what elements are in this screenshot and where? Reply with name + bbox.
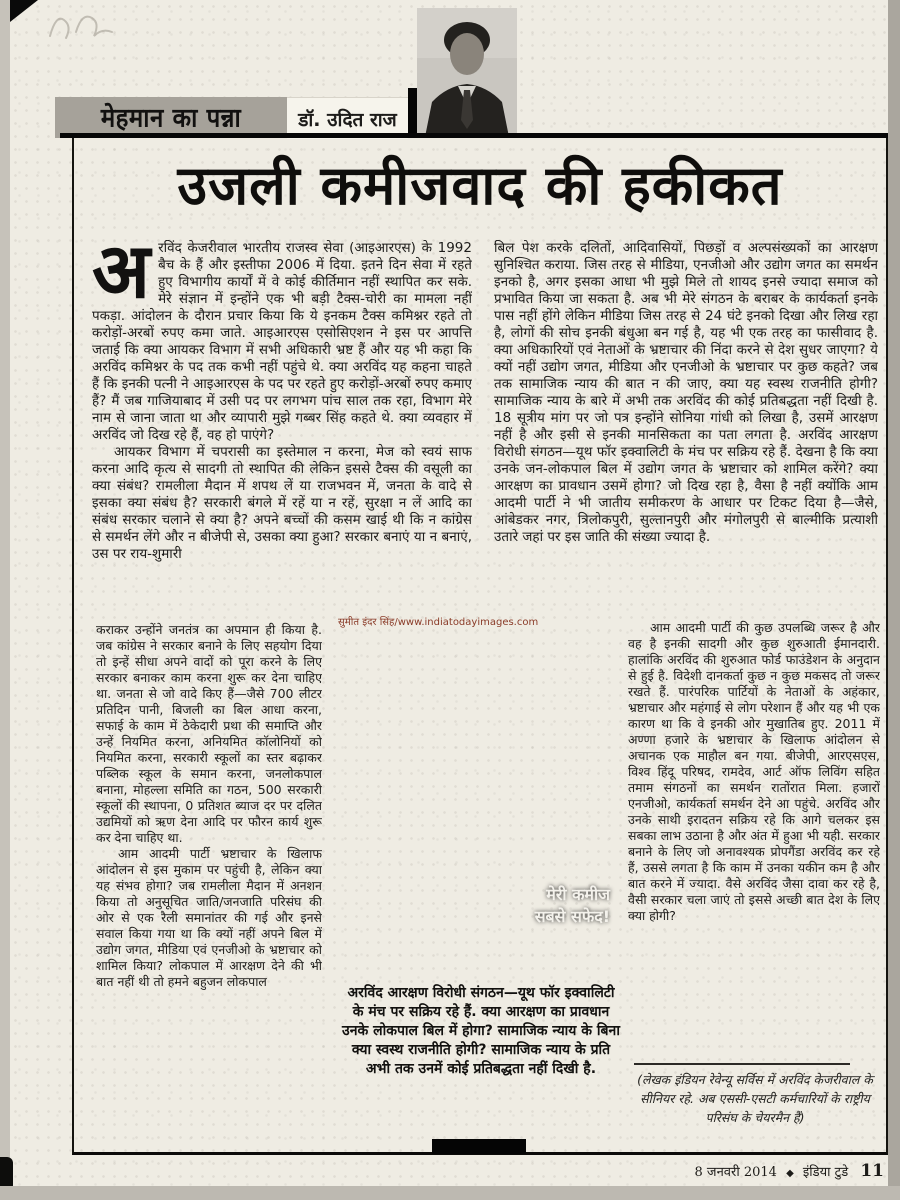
page-footer	[695, 1161, 884, 1181]
article-paragraph: आम आदमी पार्टी की कुछ उपलब्धि जरूर है और वह है इनकी सादगी और कुछ शुरुआती ईमानदारी. हालांकि अरविंद की शुरुआत फोर्ड फाउंडेशन के अनुदान से हुई है. विदेशी दानकर्ता कुछ न कुछ मकसद तो जरूर रखते हैं. पारंपरिक पार्टियों के नेताओं के अहंकार, भ्रष्टाचार और महंगाई से लोग परेशान हैं और यह भी एक कारण था कि वे इनकी ओर मुखातिब हुए. 2011 में अण्णा हजारे के भ्रष्टाचार के खिलाफ आंदोलन से अचानक एक माहौल बन गया. बीजेपी, आरएसएस, विश्व हिंदू परिषद, रामदेव, आर्ट ऑफ लिविंग सहित तमाम संगठनों का समर्थन रातोंरात मिला. हजारों एनजीओ, कार्यकर्ता समर्थन देने आ पहुंचे. अरविंद और उनके साथी इरादतन सक्रिय रहे कि आगे चलकर इस सबका लाभ उठाना है और अंत में हुआ भी यही. सरकार बनाने के लिए जो अनावश्यक प्रोपगैंडा अरविंद कर रहे हैं, उससे लगता है कि काम में उनका यकीन कम है और बात करने में ज्यादा. वैसे अरविंद जैसा दावा कर रहे है, वैसी सरकार चला जाएं तो इससे अच्छी बात देश के लिए क्या होगी?	[628, 620, 880, 923]
issue-date: 8 जनवरी 2014	[694, 1165, 777, 1180]
page-number: 11	[860, 1161, 884, 1181]
photo-caption-line: मेरी कमीज	[546, 885, 610, 904]
page-title: उजली कमीजवाद की हकीकत	[177, 154, 783, 217]
kicker-band	[55, 97, 287, 138]
article-paragraph: आम आदमी पार्टी भ्रष्टाचार के खिलाफ आंदोलन से इस मुकाम पर पहुंची है, लेकिन क्या यह संभव होगा? जब रामलीला मैदान में अनशन किया तो अनुसूचित जाति/जनजाति परिसंघ की ओर से एक रैली समानांतर की गई और इनसे सवाल किया गया था कि क्यों नहीं अपने बिल में उद्योग जगत, मीडिया एवं एनजीओ के भ्रष्टाचार को शामिल किया? लोकपाल में आरक्षण देने की भी बात नहीं थी तो हमने बहुजन लोकपाल	[96, 846, 322, 989]
paragraph-text: रविंद केजरीवाल भारतीय राजस्व सेवा (आइआरएस) के 1992 बैच के हैं और इस्तीफा 2006 में दिया. इतने दिन सेवा में रहते हुए विभागीय कार्यों में वे कोई कीर्तिमान नहीं स्थापित कर सके. मेरे संज्ञान में इन्होंने एक भी बड़ी टैक्स-चोरी का मामला नहीं पकड़ा. आंदोलन के दौरान प्रचार किया कि ये इनकम टैक्स कमिश्नर रहते तो करोड़ों-अरबों रुपए कमा जाते. आइआरएस एसोसिएशन ने इस पर आपत्ति जताई कि क्या आयकर विभाग में सभी अधिकारी भ्रष्ट हैं और यह भी कहा कि अरविंद कमिश्नर के पद तक कभी नहीं पहुंचे थे. क्या अरविंद यह कहना चाहते हैं कि इनकी पत्नी ने आइआरएस के पद पर रहते हुए करोड़ों-अरबों रुपए कमाए हैं? मैं जब गाजियाबाद में उसी पद पर लगभग पांच साल तक रहा, विभाग मेरे नाम से जाना जाता था और व्यापारी मुझे गब्बर सिंह कहते थे. क्या व्यवहार में अरविंद जो दिख रहे हैं, वह हो पाएंगे?	[92, 240, 472, 443]
photo-caption-line: सबसे सफेद!	[534, 907, 610, 926]
pencil-scribble-artifact	[42, 6, 122, 50]
author-name: डॉ. उदित राज	[298, 108, 397, 131]
section-kicker: मेहमान का पन्ना	[100, 102, 242, 134]
author-note-rule	[634, 1063, 850, 1065]
article-photo	[336, 628, 622, 964]
intro-text-block	[92, 240, 472, 620]
right-column-top	[494, 240, 878, 620]
divider-bar	[408, 88, 417, 138]
photo-caption	[535, 884, 610, 928]
article-paragraph: कराकर उन्होंने जनतंत्र का अपमान ही किया है. जब कांग्रेस ने सरकार बनाने के लिए सहयोग दिया तो इन्हें सीधा अपने वादों को पूरा करने के लिए सरकार बनाकर काम करना शुरू कर देना चाहिए था. जनता से जो वादे किए हैं—जैसे 700 लीटर प्रतिदिन पानी, बिजली का बिल आधा करना, सफाई के काम में ठेकेदारी प्रथा की समाप्ति और उन्हें नियमित करना, अनियमित कॉलोनियों को नियमित करना, सरकारी स्कूलों का स्तर बढ़ाकर पब्लिक स्कूल के समान करना, जनलोकपाल बनाना, मोहल्ला समिति का गठन, 500 सरकारी स्कूलों की स्थापना, 0 प्रतिशत ब्याज दर पर दलित उद्यमियों को ऋण देना आदि पर फौरन कार्य शुरू कर देना चाहिए था.	[96, 622, 322, 845]
article-paragraph: बिल पेश करके दलितों, आदिवासियों, पिछड़ों व अल्पसंख्यकों का आरक्षण सुनिश्चित कराया. जिस तरह से मीडिया, एनजीओ और उद्योग जगत का समर्थन इनको है, अगर इसका आधा भी मुझे मिले तो शायद इनसे ज्यादा समाज को प्रभावित किया जा सकता है. अब भी मेरे संगठन के बराबर के कार्यकर्ता इनके पास नहीं होंगे लेकिन मीडिया जिस तरह से 24 घंटे इनको दिखा और लिख रहा है, लोगों की सोच इनकी बंधुआ बन गई है, यह भी एक तरह का फासीवाद है. क्या अधिकारियों एवं नेताओं के भ्रष्टाचार की निंदा करने से देश सुधर जाएगा? ये क्यों नहीं उद्योग जगत, मीडिया और एनजीओ के भ्रष्टाचार पर कुछ कहते? जब तक सामाजिक न्याय की बात न की जाए, क्या यह स्वस्थ राजनीति होगी? सामाजिक न्याय के बारे में अभी तक अरविंद की कोई प्रतिबद्धता नहीं दिखी है. 18 सूत्रीय मांग पर जो पत्र इन्होंने सोनिया गांधी को लिखा है, उसमें आरक्षण नहीं है और इसी से इनकी मानसिकता का पता लगता है. अरविंद आरक्षण विरोधी संगठन—यूथ फॉर इक्वालिटी के मंच पर सक्रिय रहे हैं. देखना है कि क्या उनके जन-लोकपाल बिल में उद्योग जगत के भ्रष्टाचार को शामिल करेंगे? क्या आरक्षण का प्रावधान उसमें होगा? जो दिख रहा है, वैसा है नहीं क्योंकि आम आदमी पार्टी ने भी जातीय समीकरण के आधार पर टिकट दिया है—जैसे, आंबेडकर नगर, त्रिलोकपुरी, सुल्तानपुरी और मंगोलपुरी से बाल्मीकि प्रत्याशी उतारे जहां पर इस जाति की संख्या ज्यादा है.	[494, 240, 878, 545]
diamond-icon: ◆	[786, 1168, 794, 1179]
left-column	[96, 622, 322, 1142]
end-slug-bar	[432, 1139, 526, 1154]
article-paragraph: आयकर विभाग में चपरासी का इस्तेमाल न करना, मेज को स्वयं साफ करना आदि कृत्य से सादगी तो स्थापित की लेकिन इससे टैक्स की वसूली का क्या संबंध? रामलीला मैदान में शपथ लें या राजभवन में, जनता के वादे से इसका क्या संबंध है? सरकारी बंगले में रहें या न रहें, सुरक्षा न लें आदि का संबंध सरकार चलाने से क्या है? अपने बच्चों की कसम खाई थी कि न कांग्रेस से समर्थन लेंगे और न बीजेपी से, उसका क्या हुआ? सरकार बनाएं या न बनाएं, उस पर राय-शुमारी	[92, 444, 472, 562]
right-column-bottom	[628, 620, 880, 1028]
publication-name: इंडिया टुडे	[802, 1165, 849, 1180]
pull-quote: अरविंद आरक्षण विरोधी संगठन—यूथ फॉर इक्वालिटी के मंच पर सक्रिय रहे हैं. क्या आरक्षण का प्रावधान उनके लोकपाल बिल में होगा? सामाजिक न्याय के बिना क्या स्वस्थ राजनीति होगी? सामाजिक न्याय के प्रति अभी तक उनमें कोई प्रतिबद्धता नहीं दिखी है.	[342, 985, 620, 1077]
author-photo	[417, 8, 517, 137]
scan-edge-right	[888, 0, 900, 1200]
drop-cap: अ	[92, 240, 151, 315]
author-note: (लेखक इंडियन रेवेन्यू सर्विस में अरविंद केजरीवाल के सीनियर रहे. अब एससी-एसटी कर्मचारियों के राष्ट्रीय परिसंघ के चेयरमैन हैं)	[637, 1072, 873, 1125]
photo-credit: सुमीत इंदर सिंह/www.indiatodayimages.com	[338, 617, 539, 628]
scan-edge-bottom	[0, 1186, 900, 1200]
article-paragraph	[92, 240, 472, 444]
